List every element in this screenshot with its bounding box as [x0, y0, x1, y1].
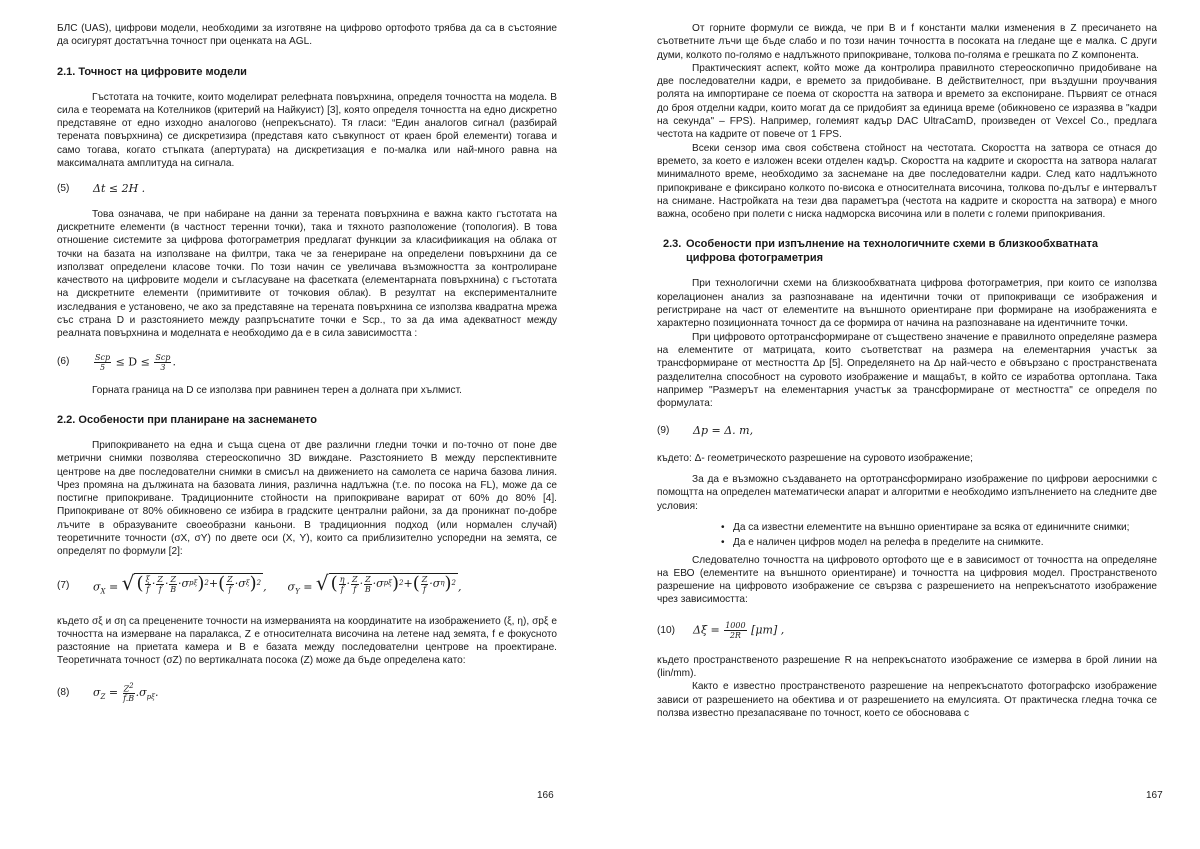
equation-6-number: (6): [57, 356, 70, 368]
list-item: • Да е наличен цифров модел на релефа в пределите на снимките.: [733, 536, 1157, 549]
section-2-3-paragraph-4: За да е възможно създаването на ортотрансформирано изображение по цифрови аероснимки с помощтта на определен математически апарат и алгоритми е необходимо изпълнението на следните две условия:: [657, 474, 1157, 512]
equation-10-formula: Δξ = $\frac{1000}{2R}$ [μm] ,: [693, 620, 785, 640]
section-2-3-heading: 2.3. Особености при изпълнение на технологичните схеми в близкообхватната цифрова фотограметрия: [663, 238, 1099, 265]
section-2-1-paragraph-2: Това означава, че при набиране на данни за терената повърхнина е важна както гъстотата на дискретните елементи (в частност теренни точки), така и тяхното разположение (топология). В това отношение системите за цифрова фотограметрия предлагат функции за класифиикация на облака от точки на базата на използване на филтри, така че за генериране на определени повърхнини да се използват определени класове точки. По този начин се увеличава възможността за контролиране качеството на цифровите модели и съгласуване на фасетката (елементарната повърхнина) с гъстотата на дискретните елементи (примитивите от точковия облак). В резултат на експерименталните изследвания е установено, че ако за представяне на терената повърхнина се използва квадратна мрежа със страна D и разстоянието между разпръснатите точки е Scp., то за да има адекватност между реалната повърхнина и моделната е необходимо да е в сила зависимостта :: [57, 208, 557, 340]
equation-8: [57, 682, 557, 704]
right-page: [600, 0, 1200, 849]
list-item: • Да са известни елементите на външно ориентиране за всяка от единичните снимки;: [733, 521, 1157, 534]
right-paragraph-2: Практическият аспект, който може да контролира правилното стереоскопично придобиване на две последователни кадри, е времето за придобиване. В действителност, при въздушни проучвания ролята на импортиране се поема от скоростта на затвора и времето за експониране. Първият се отнася до броя отделни кадри, които могат да се придобият за единица време (обикновено се изразява в "кадри на секунда" – FPS). Например, големият кадър DAC UltraCamD, произведен от Vexcel Co., предлага честота на кадрите от повече от 1 FPS.: [657, 62, 1157, 141]
equation-9-number: (9): [657, 425, 670, 437]
equation-7-formula: $\sigma_X$ = √ ( $\frac{\xi}{f}$ · $\frac{Z}{f}$ · $\frac{Z}{B}$ ·σ pξ ) 2 + ( $\frac{Z}{f}$ ·σ ξ ) 2 , $\sigma_Y$ = √ ( $\frac{\eta}{f}$ · $\frac{Z}{f}$ · $\frac{Z}{B}$ ·σ pξ ) 2 + ( $\frac{Z}{f}$ ·σ η ) 2 ,: [93, 571, 462, 596]
equation-6: [57, 353, 557, 372]
section-2-2-heading: 2.2. Особености при планиране на заснемането: [57, 413, 317, 426]
right-paragraph-3: Всеки сензор има своя собствена стойност на честотата. Скоростта на затвора се отнася до времето, за което е изложен всеки отделен кадър. Скоростта на кадрите и скоростта на затвора налагат минималното време, необходимо за заснемане на две последователни кадри. След като надлъжното припокриване е фиксирано колкото по-висока е относителната височина, толкова по-дълъг е интервалът на снимане. Настройката на тези два параметъра (честота на кадрите и скоростта на затвора) е много важна, особено при полети с ниска надморска височина или в полети с големи припокривания.: [657, 142, 1157, 221]
intro-paragraph: БЛС (UAS), цифрови модели, необходими за изготвяне на цифрово ортофото трябва да са в състояние да осигурят достатъчна точност при оценката на AGL.: [57, 23, 557, 48]
section-2-1-heading: 2.1. Точност на цифровите модели: [57, 65, 247, 78]
section-2-3-paragraph-5: Следователно точността на цифровото ортофото ще е в зависимост от точността на определяне на ЕВО (елементите на външното ориентиране) и точността на цифровия модел. Пространственото разрешение на цифровото изображение се свързва с разрешението на непрекъснатото изображение чрез зависимостта:: [657, 554, 1157, 606]
section-2-3-paragraph-6: където пространственото разрешение R на непрекъснатото изображение се измерва в брой линии на (lin/mm).: [657, 654, 1157, 679]
fraction-scp-5: $\frac{\text{Scp}}{5}$: [95, 352, 111, 372]
section-2-1-paragraph-1: Гъстотата на точките, които моделират релефната повърхнина, определя точността на модела. В сила е теоремата на Котелников (критерий на Найкуист) [3], която определя точността на едно дискретно представяне от едно изходно аналогово (непрекъснато). Тя гласи: “Един аналогов сигнал (разбирай терената повърхнина) се дискретизира (представя като съвкупност от краен брой елементи) тогава и само тогава, когато стъпката (апертурата) на дискретизация е по-малка или най-много равна на максималната амплитуда на сигнала.: [57, 91, 557, 170]
fraction-scp-3: $\frac{\text{Scp}}{3}$: [155, 352, 171, 372]
equation-10: [657, 621, 1157, 640]
page-number-right: 167: [1146, 790, 1163, 801]
section-2-3-paragraph-1: При технологични схеми на близкообхватната цифрова фотограметрия, при които се използва корелационен анализ за разпознаване на идентични точки от припокриващи се изображения и регистриране на част от елементите на външното ориентиране при формиране на изображенията е характерно позиционната точност да се формира от начина на разпознаване на идентичните точки.: [657, 278, 1157, 330]
right-page-text: [657, 22, 1157, 720]
page-number-left: 166: [537, 790, 554, 801]
equation-8-number: (8): [57, 687, 70, 699]
section-2-3-paragraph-7: Както е известно пространственото разрешение на непрекъснатото фотографско изображение зависи от разрешението на обектива и от разрешението на емулсията. От практическа гледна точка се ползва известно презапасяване по точност, което се обосновава с: [657, 681, 1157, 719]
equation-7: [57, 573, 557, 599]
section-2-2-paragraph-2: където σξ и ση са преценените точности на измерванията на координатите на изображението (ξ, η), σpξ е точността на измерване на паралакса, Z е относителната височина на летене над земята, f е фокусното разстояние на приетата камера и B е базата между последователни центрове на проектиране. Теоретичната точност (σZ) по вертикалната посока (Z) може да бъде определена като:: [57, 615, 557, 667]
section-2-3-paragraph-2: При цифровото ортотрансформиране от съществено значение е правилното определяне размера на елементите от матрицата, които съответстват на размера на елементарния участък за трансформиране от местността Δp [5]. Определянето на Δp най-често е обвързано с пространствената разделителна способност на суровото изображение и мащабът, в който се изработва ортоплана. Така например "Размерът на елементарния участък за трансформиране от местността" се определя по формулата:: [657, 331, 1157, 410]
equation-7-number: (7): [57, 579, 70, 591]
equation-10-number: (10): [657, 624, 675, 636]
section-2-1-paragraph-3: Горната граница на D се използва при равнинен терен а долната при хълмист.: [92, 384, 462, 396]
right-paragraph-1: От горните формули се вижда, че при B и f константи малки изменения в Z пресичането на съответните лъчи ще бъде слабо и по този начин точността в посоката на гледане ще е малка. С други думи, колкото по-голямо е надлъжното припокриване, толкова по-голяма е грешката по Z компонента.: [657, 23, 1157, 61]
conditions-list: [657, 521, 1157, 550]
equation-8-formula: $\sigma_Z$ = $\frac{Z^2}{f.B}$ $.\sigma_{p\xi}$.: [93, 681, 159, 704]
section-2-3-paragraph-3: където: Δ- геометрическото разрешение на суровото изображение;: [657, 452, 973, 464]
equation-6-formula: $\frac{\text{Scp}}{5}$ ≤ D ≤ $\frac{\text{Scp}}{3}$ .: [95, 352, 176, 372]
left-page-text: [57, 22, 557, 716]
equation-5-formula: Δt ≤ 2H .: [93, 182, 146, 196]
equation-5: [57, 182, 557, 195]
equation-9: [657, 424, 1157, 437]
equation-5-number: (5): [57, 183, 70, 195]
section-2-2-paragraph-1: Припокриването на една и съща сцена от две различни гледни точки и по-точно от поне две метрични снимки позволява стереоскопично 3D виждане. Разстоянието B между перспективните центрове на две последователни снимки в смисъл на движението на самолета се нарича базова линия. Чрез промяна на дължината на базовата линия, различна надлъжна (т.е. по посока на FL), може да се постигне припокриване. Традиционните стойности на припокриване варират от 60% до 80% [4]. Припокриване от 80% обикновено се избира в градските централни райони, за да проникнат по-добре лъчите в образуваните своеобразни каньони. В традиционния подход (или нормален случай) теоретичните точности (σX, σY) по двете оси (X, Y), които са приблизително успоредни на земята, се определят по формули [2]:: [57, 439, 557, 558]
equation-9-formula: Δp = Δ. m,: [693, 424, 754, 438]
